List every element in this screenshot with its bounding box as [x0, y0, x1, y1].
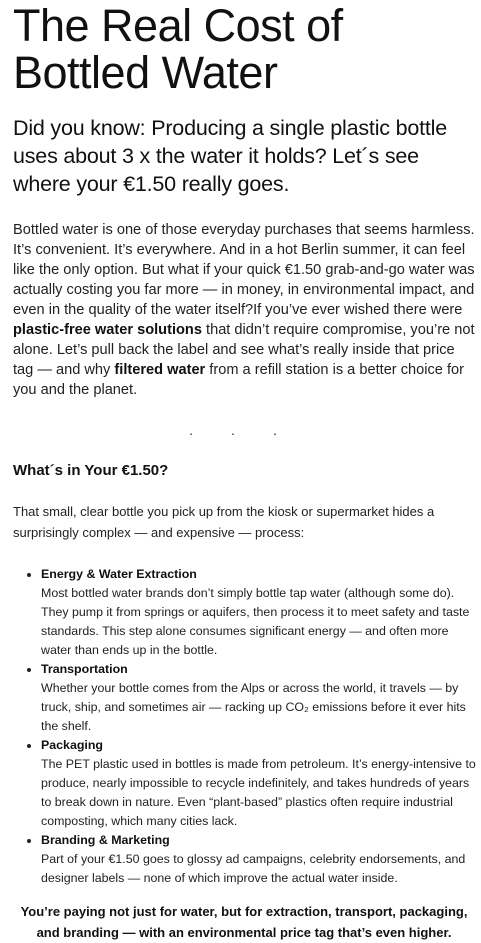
section-divider	[13, 422, 481, 438]
intro-text-2: that didn’t require compromise, you’re not alone. Let’s pull back the label and see what’s really inside that price tag — and why	[13, 322, 475, 378]
divider-dot: .	[231, 422, 235, 438]
divider-dot: .	[189, 422, 194, 438]
list-item-title: • Energy & Water Extraction	[41, 567, 197, 581]
list-item-title: • Branding & Marketing	[41, 833, 170, 847]
page-title: The Real Cost of Bottled Water	[13, 0, 343, 98]
intro-text-1: Bottled water is one of those everyday purchases that seems harmless. It’s convenient. It’s everywhere. And in a hot Berlin summer, it can feel like the only option. But what if your quick €1.50 grab-and-go water was actually costing you far more — in money, in environmental impact, and even in the quality of the water itself?If you’ve ever wished there were	[13, 222, 475, 318]
list-item-title: • Packaging	[41, 738, 103, 752]
intro-paragraph	[13, 220, 475, 400]
article	[0, 2, 481, 943]
list-item-title: • Transportation	[41, 662, 128, 676]
subtitle: Did you know: Producing a single plastic bottle uses about 3 x the water it holds? Let´s see where your €1.50 really goes.	[13, 116, 447, 196]
list-item-text: Whether your bottle comes from the Alps or across the world, it travels — by truck, ship, and sometimes air — racking up CO₂ emissions before it ever hits the shelf.	[41, 681, 466, 733]
section-heading: What´s in Your €1.50?	[13, 462, 169, 479]
list-item-text: Most bottled water brands don’t simply bottle tap water (although some do). They pump it from springs or aquifers, then process it to meet safety and taste standards. This step alone consumes significant energy — and often more water than ends up in the bottle.	[41, 586, 470, 657]
section-lead: That small, clear bottle you pick up from the kiosk or supermarket hides a surprisingly complex — and expensive — process:	[13, 504, 435, 540]
list-item-text: The PET plastic used in bottles is made from petroleum. It’s energy-intensive to produce, nearly impossible to recycle indefinitely, and takes hundreds of years to break down in nature. Even “plant-based” plastics often require industrial composting, which many cities lack.	[41, 757, 476, 828]
list-item-text: Part of your €1.50 goes to glossy ad campaigns, celebrity endorsements, and designer labels — none of which improve the actual water inside.	[41, 852, 466, 885]
intro-text-3: from a refill station is a better choice for you and the planet.	[13, 362, 464, 398]
intro-bold-plastic-free: plastic-free water solutions	[13, 322, 202, 338]
closing-statement: You’re paying not just for water, but for extraction, transport, packaging, and branding — with an environmental price tag that’s even higher.	[20, 904, 468, 940]
list-item	[41, 565, 481, 660]
list-item	[41, 660, 481, 736]
divider-dot: .	[272, 422, 277, 438]
list-item	[41, 831, 481, 888]
cost-breakdown-list	[13, 565, 481, 888]
list-item	[41, 736, 481, 831]
intro-bold-filtered-water: filtered water	[114, 362, 206, 378]
